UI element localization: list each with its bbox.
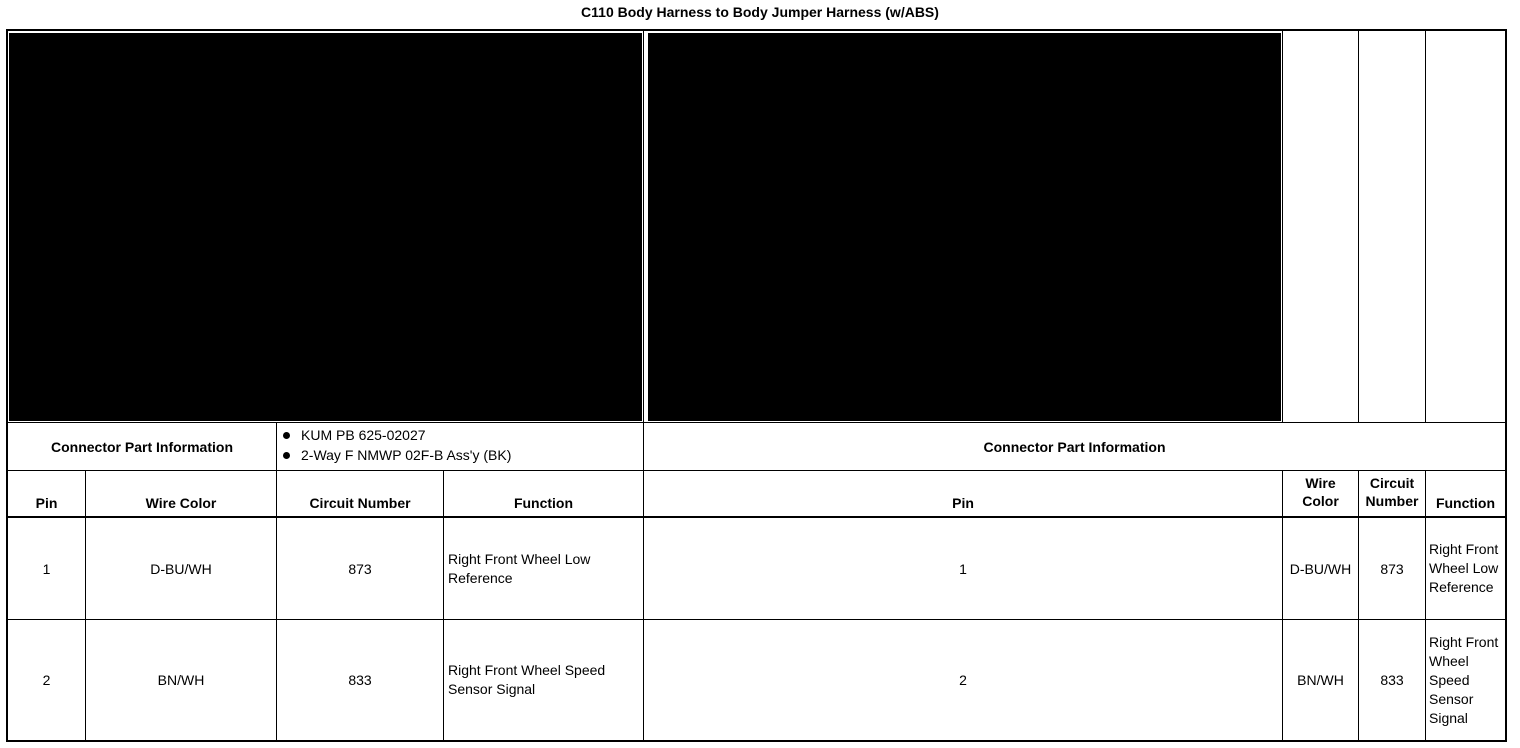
header-pin: Pin	[35, 495, 58, 511]
header-circuit-number-right	[1359, 471, 1425, 516]
header-wire-color: Wire Color	[145, 495, 217, 511]
row1-circuit: 873	[348, 560, 372, 577]
row2-wire-color: BN/WH	[157, 672, 205, 688]
row1-wire-color-right: D-BU/WH	[1289, 560, 1352, 577]
header-wire-color-line2: Color	[1302, 492, 1339, 509]
row2-circuit-right: 833	[1380, 672, 1404, 688]
row2-function-right: Right Front Wheel Speed Sensor Signal	[1429, 633, 1499, 726]
header-function-right: Function	[1435, 495, 1496, 511]
divider	[1425, 31, 1426, 422]
connector-info-label-left: Connector Part Information	[50, 438, 233, 455]
header-wire-color-line1: Wire	[1305, 474, 1336, 491]
connector-table	[6, 29, 1507, 742]
header-wire-color-right	[1283, 471, 1358, 516]
row1-pin-right: 1	[959, 560, 967, 577]
row2-pin-right: 2	[959, 672, 967, 688]
row2-pin: 2	[42, 672, 51, 688]
connector-image-right	[648, 33, 1281, 421]
header-function: Function	[513, 495, 574, 511]
connector-image-left	[9, 33, 642, 421]
row1-wire-color: D-BU/WH	[150, 560, 212, 577]
divider	[1358, 31, 1359, 422]
page-title: C110 Body Harness to Body Jumper Harness (w/ABS)	[581, 4, 939, 20]
part-item: KUM PB 625-02027	[277, 425, 643, 445]
header-circuit-number: Circuit Number	[309, 495, 411, 511]
header-circuit-line2: Number	[1365, 492, 1419, 509]
row1-function: Right Front Wheel Low Reference	[448, 550, 591, 586]
divider	[1282, 31, 1283, 422]
header-circuit-line1: Circuit	[1369, 474, 1415, 491]
connector-info-label-right: Connector Part Information	[983, 438, 1166, 455]
row2-function: Right Front Wheel Speed Sensor Signal	[448, 662, 606, 697]
row1-circuit-right: 873	[1380, 560, 1404, 577]
connector-parts-list	[277, 425, 643, 470]
row2-circuit: 833	[348, 672, 372, 688]
row1-function-right: Right Front Wheel Low Reference	[1429, 541, 1499, 595]
row2-wire-color-right: BN/WH	[1297, 672, 1344, 688]
part-item: 2-Way F NMWP 02F-B Ass'y (BK)	[277, 445, 643, 465]
header-pin-right: Pin	[952, 495, 974, 511]
row1-pin: 1	[42, 560, 51, 577]
